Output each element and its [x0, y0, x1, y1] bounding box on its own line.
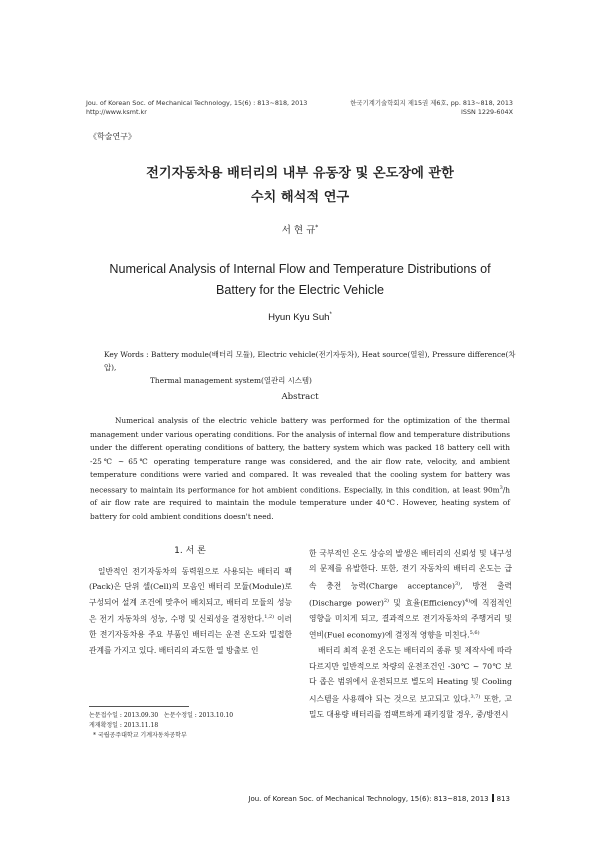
body-column-left: 일반적인 전기자동차의 동력원으로 사용되는 배터리 팩(Pack)은 단위 셀(Cell)의 모음인 배터리 모듈(Module)로 구성되어 설계 조건에 맞추어 배치되고, 배터리 모듈의 성능은 전기 자동차의 성능, 수명 및 신뢰성을 결정한다.$^{1,2)}$ 이러한 전기자동차용 주요 부품인 배터리는 운전 온도와 밀접한 관계를 가지고 있다. 배터리의 과도한 열 방출로 인 — [89, 567, 292, 655]
paragraph: 배터리 최적 운전 온도는 배터리의 종류 및 제작사에 따라 다르지만 일반적으로 차량의 운전조건인 -30℃ ~ 70℃ 보다 좁은 범위에서 운전되므로 별도의 Heating 및 Cooling 시스템을 사용해야 되는 것으로 보고되고 있다.$^{3,7)}$ 또한, 고밀도 대용량 배터리를 컴팩트하게 패키징할 경우, 중/방전시 — [309, 646, 512, 719]
keywords-label: Key Words : — [104, 350, 149, 359]
title-korean-line2: 수치 해석적 연구 — [250, 190, 350, 205]
citation-ref[interactable]: 4) — [465, 597, 471, 604]
author-affiliation: 국립공주대학교 기계자동차공학부 — [97, 732, 187, 739]
citation-ref[interactable]: 5,6) — [469, 630, 480, 637]
received-date: 논문접수일 : 2013.09.30 — [89, 712, 159, 719]
citation-ref[interactable]: 1,2) — [264, 614, 275, 621]
section-heading: 1. 서 론 — [174, 546, 206, 556]
abstract-heading: Abstract — [281, 392, 319, 402]
title-english — [60, 259, 540, 301]
body-column-right — [309, 546, 512, 722]
footnote-divider — [89, 706, 189, 707]
author-korean — [0, 222, 600, 236]
keywords — [104, 348, 524, 387]
keywords-line2: Thermal management system(열관리 시스템) — [150, 376, 312, 385]
revised-date: 논문수정일 : 2013.10.10 — [163, 712, 234, 719]
author-mark: * — [315, 223, 319, 231]
author-english-name: Hyun Kyu Suh — [268, 312, 330, 324]
issn: ISSN 1229-604X — [461, 107, 513, 116]
page-number: 813 — [496, 795, 510, 803]
author-english — [0, 312, 600, 323]
title-korean-line1: 전기자동차용 배터리의 내부 유동장 및 온도장에 관한 — [146, 166, 454, 181]
journal-citation-ko: 한국기계기술학회지 제15권 제6호, pp. 813~818, 2013 — [350, 99, 513, 107]
page-footer — [248, 794, 510, 803]
title-english-line2: Battery for the Electric Vehicle — [216, 283, 384, 297]
footnote-mark: * — [93, 732, 96, 739]
running-header-right — [350, 99, 513, 116]
footnotes — [89, 711, 233, 741]
footer-separator — [492, 794, 494, 802]
accepted-date: 게재확정일 : 2013.11.18 — [89, 722, 159, 729]
citation-ref[interactable]: 2) — [383, 597, 389, 604]
keywords-line1: Battery module(배터리 모듈), Electric vehicle(전기자동차), Heat source(열원), Pressure difference(차압), — [104, 350, 516, 372]
author-korean-name: 서 현 규 — [281, 225, 316, 236]
title-korean — [0, 162, 600, 210]
paragraph: 한 국부적인 온도 상승의 발생은 배터리의 신뢰성 및 내구성의 문제를 유발한다. 또한, 전기 자동차의 배터리 온도는 급속 충전 능력(Charge acceptance)$^{3)}$, 방전 출력(Discharge power)$^{2)}$ 및 효율(Efficiency)$^{4)}$에 직접적인 영향을 미치게 되고, 결과적으로 전기자동차의 주행거리 및 연비(Fuel economy)에 결정적 영향을 미친다.$^{5,6)}$ — [309, 549, 512, 640]
title-english-line1: Numerical Analysis of Internal Flow and Temperature Distributions of — [109, 262, 491, 276]
footer-journal: Jou. of Korean Soc. of Mechanical Technology, 15(6): 813~818, 2013 — [248, 795, 489, 803]
abstract-body: Numerical analysis of the electric vehicle battery was performed for the optimization of the thermal management under various operating conditions. For the analysis of internal flow and temperature distributions under the different operating conditions of battery, the battery system which was packed 18 battery cell with -25℃ ~ 65℃ operating temperature range was considered, and the air flow rate, velocity, and ambient temperature conditions were varied and compared. It was revealed that the cooling system for battery was necessary to maintain its performance for hot ambient conditions. Especially, in this condition, at least $90m^3/h$ of air flow rate are required to maintain the module temperature under 40℃. However, heating system of battery for cold ambient conditions doesn't need. — [90, 416, 510, 521]
citation-ref[interactable]: 3) — [454, 580, 461, 587]
journal-url[interactable]: http://www.ksmt.kr — [86, 107, 147, 116]
section-tag: 《학술연구》 — [89, 132, 136, 141]
author-mark-english: * — [329, 312, 332, 318]
running-header-left — [86, 99, 307, 116]
journal-citation: Jou. of Korean Soc. of Mechanical Technology, 15(6) : 813~818, 2013 — [86, 99, 308, 107]
citation-ref[interactable]: 3,7) — [470, 693, 481, 700]
